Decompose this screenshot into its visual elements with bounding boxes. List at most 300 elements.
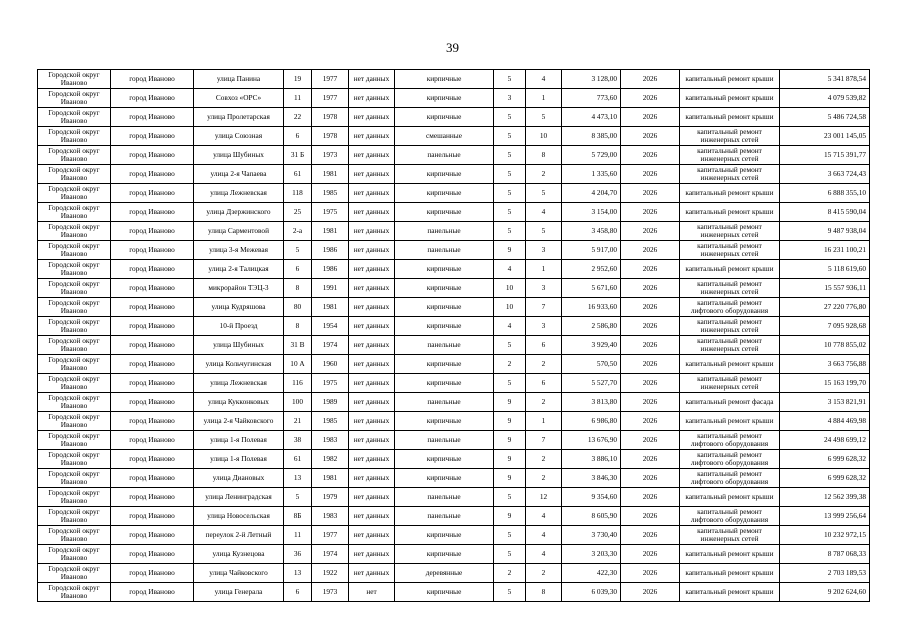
cell-wall-material: панельные — [395, 336, 494, 355]
cell-cost: 13 999 256,64 — [780, 507, 870, 526]
cell-city: город Иваново — [111, 279, 194, 298]
table-row — [38, 184, 870, 203]
cell-district: Городской округ Иваново — [38, 146, 111, 165]
cell-district: Городской округ Иваново — [38, 184, 111, 203]
cell-planned-year: 2026 — [621, 507, 680, 526]
cell-work-type: капитальный ремонт лифтового оборудования — [680, 431, 780, 450]
cell-year-built: 1973 — [312, 146, 349, 165]
cell-floors: 4 — [494, 317, 526, 336]
cell-floors: 2 — [494, 355, 526, 374]
cell-wall-material: деревянные — [395, 564, 494, 583]
table-row — [38, 583, 870, 602]
cell-area: 3 203,30 — [562, 545, 621, 564]
cell-floors: 4 — [494, 260, 526, 279]
table-row — [38, 317, 870, 336]
cell-planned-year: 2026 — [621, 279, 680, 298]
cell-wall-material: панельные — [395, 222, 494, 241]
cell-house: 8 — [284, 279, 312, 298]
table-row — [38, 241, 870, 260]
cell-wall-material: панельные — [395, 393, 494, 412]
cell-house: 31 Б — [284, 146, 312, 165]
cell-cost: 4 079 539,82 — [780, 89, 870, 108]
cell-entrances: 10 — [526, 127, 562, 146]
cell-planned-year: 2026 — [621, 393, 680, 412]
cell-house: 10 А — [284, 355, 312, 374]
cell-city: город Иваново — [111, 298, 194, 317]
cell-floors: 2 — [494, 564, 526, 583]
cell-floors: 5 — [494, 127, 526, 146]
cell-area: 3 154,00 — [562, 203, 621, 222]
table-row — [38, 469, 870, 488]
cell-city: город Иваново — [111, 70, 194, 89]
cell-area: 4 473,10 — [562, 108, 621, 127]
cell-floors: 9 — [494, 431, 526, 450]
cell-work-type: капитальный ремонт крыши — [680, 355, 780, 374]
cell-street: улица Шубиных — [194, 336, 284, 355]
cell-entrances: 4 — [526, 545, 562, 564]
cell-cost: 15 557 936,11 — [780, 279, 870, 298]
cell-street: 10-й Проезд — [194, 317, 284, 336]
cell-street: микрорайон ТЭЦ-3 — [194, 279, 284, 298]
cell-area: 6 986,80 — [562, 412, 621, 431]
cell-street: улица Сарментовой — [194, 222, 284, 241]
cell-house: 38 — [284, 431, 312, 450]
cell-house: 31 В — [284, 336, 312, 355]
cell-district: Городской округ Иваново — [38, 412, 111, 431]
cell-year-renovation: нет данных — [349, 260, 395, 279]
cell-year-built: 1982 — [312, 450, 349, 469]
cell-floors: 5 — [494, 203, 526, 222]
cell-district: Городской округ Иваново — [38, 583, 111, 602]
cell-year-renovation: нет данных — [349, 431, 395, 450]
cell-district: Городской округ Иваново — [38, 222, 111, 241]
table-row — [38, 279, 870, 298]
cell-house: 80 — [284, 298, 312, 317]
cell-wall-material: кирпичные — [395, 108, 494, 127]
cell-year-built: 1954 — [312, 317, 349, 336]
cell-year-renovation: нет данных — [349, 355, 395, 374]
cell-street: улица Шубиных — [194, 146, 284, 165]
cell-wall-material: кирпичные — [395, 70, 494, 89]
cell-entrances: 3 — [526, 279, 562, 298]
cell-cost: 9 202 624,60 — [780, 583, 870, 602]
cell-cost: 6 999 628,32 — [780, 450, 870, 469]
table-body — [38, 70, 870, 602]
cell-area: 2 586,80 — [562, 317, 621, 336]
cell-floors: 10 — [494, 298, 526, 317]
cell-year-built: 1975 — [312, 203, 349, 222]
cell-district: Городской округ Иваново — [38, 450, 111, 469]
cell-area: 5 917,00 — [562, 241, 621, 260]
cell-cost: 10 778 855,02 — [780, 336, 870, 355]
cell-wall-material: смешанные — [395, 127, 494, 146]
cell-street: улица Дзержинского — [194, 203, 284, 222]
cell-planned-year: 2026 — [621, 108, 680, 127]
cell-year-renovation: нет данных — [349, 108, 395, 127]
cell-entrances: 4 — [526, 203, 562, 222]
cell-year-built: 1986 — [312, 260, 349, 279]
cell-planned-year: 2026 — [621, 127, 680, 146]
cell-year-renovation: нет данных — [349, 184, 395, 203]
cell-year-renovation: нет данных — [349, 317, 395, 336]
cell-work-type: капитальный ремонт крыши — [680, 412, 780, 431]
cell-district: Городской округ Иваново — [38, 165, 111, 184]
table-row — [38, 431, 870, 450]
cell-house: 13 — [284, 469, 312, 488]
cell-entrances: 6 — [526, 374, 562, 393]
cell-house: 36 — [284, 545, 312, 564]
cell-work-type: капитальный ремонт крыши — [680, 260, 780, 279]
cell-district: Городской округ Иваново — [38, 431, 111, 450]
cell-district: Городской округ Иваново — [38, 127, 111, 146]
table-row — [38, 222, 870, 241]
cell-planned-year: 2026 — [621, 146, 680, 165]
cell-street: улица 2-я Чапаева — [194, 165, 284, 184]
cell-street: улица Лежневская — [194, 184, 284, 203]
cell-floors: 5 — [494, 488, 526, 507]
cell-street: улица Кудряшова — [194, 298, 284, 317]
table-row — [38, 507, 870, 526]
cell-floors: 5 — [494, 146, 526, 165]
cell-work-type: капитальный ремонт крыши — [680, 108, 780, 127]
cell-floors: 3 — [494, 89, 526, 108]
cell-district: Городской округ Иваново — [38, 336, 111, 355]
cell-planned-year: 2026 — [621, 431, 680, 450]
cell-city: город Иваново — [111, 260, 194, 279]
cell-entrances: 5 — [526, 222, 562, 241]
cell-area: 5 527,70 — [562, 374, 621, 393]
cell-planned-year: 2026 — [621, 564, 680, 583]
cell-year-renovation: нет данных — [349, 412, 395, 431]
cell-city: город Иваново — [111, 222, 194, 241]
cell-planned-year: 2026 — [621, 241, 680, 260]
table-row — [38, 488, 870, 507]
cell-cost: 2 703 189,53 — [780, 564, 870, 583]
cell-planned-year: 2026 — [621, 298, 680, 317]
cell-area: 8 605,90 — [562, 507, 621, 526]
table-row — [38, 526, 870, 545]
cell-work-type: капитальный ремонт лифтового оборудования — [680, 450, 780, 469]
cell-house: 25 — [284, 203, 312, 222]
cell-entrances: 4 — [526, 526, 562, 545]
cell-work-type: капитальный ремонт крыши — [680, 545, 780, 564]
cell-house: 11 — [284, 526, 312, 545]
cell-floors: 9 — [494, 450, 526, 469]
cell-city: город Иваново — [111, 412, 194, 431]
cell-year-renovation: нет данных — [349, 146, 395, 165]
cell-house: 61 — [284, 165, 312, 184]
cell-year-renovation: нет данных — [349, 526, 395, 545]
cell-cost: 7 095 928,68 — [780, 317, 870, 336]
table-row — [38, 412, 870, 431]
cell-planned-year: 2026 — [621, 545, 680, 564]
cell-work-type: капитальный ремонт крыши — [680, 184, 780, 203]
cell-wall-material: панельные — [395, 241, 494, 260]
cell-planned-year: 2026 — [621, 412, 680, 431]
cell-street: улица Чайковского — [194, 564, 284, 583]
cell-district: Городской округ Иваново — [38, 526, 111, 545]
cell-city: город Иваново — [111, 450, 194, 469]
cell-work-type: капитальный ремонт крыши — [680, 583, 780, 602]
cell-wall-material: панельные — [395, 146, 494, 165]
cell-work-type: капитальный ремонт инженерных сетей — [680, 165, 780, 184]
cell-floors: 9 — [494, 412, 526, 431]
cell-year-renovation: нет данных — [349, 545, 395, 564]
cell-district: Городской округ Иваново — [38, 298, 111, 317]
cell-year-renovation: нет данных — [349, 70, 395, 89]
cell-city: город Иваново — [111, 317, 194, 336]
cell-floors: 10 — [494, 279, 526, 298]
table-row — [38, 127, 870, 146]
cell-work-type: капитальный ремонт инженерных сетей — [680, 146, 780, 165]
table-row — [38, 450, 870, 469]
cell-floors: 9 — [494, 393, 526, 412]
cell-work-type: капитальный ремонт крыши — [680, 488, 780, 507]
cell-work-type: капитальный ремонт фасада — [680, 393, 780, 412]
cell-cost: 5 486 724,58 — [780, 108, 870, 127]
cell-area: 5 671,60 — [562, 279, 621, 298]
table-row — [38, 89, 870, 108]
cell-entrances: 3 — [526, 241, 562, 260]
cell-wall-material: кирпичные — [395, 450, 494, 469]
cell-street: улица Генерала — [194, 583, 284, 602]
cell-house: 13 — [284, 564, 312, 583]
cell-area: 773,60 — [562, 89, 621, 108]
cell-planned-year: 2026 — [621, 526, 680, 545]
cell-street: улица Кузнецова — [194, 545, 284, 564]
cell-work-type: капитальный ремонт крыши — [680, 70, 780, 89]
cell-year-renovation: нет — [349, 583, 395, 602]
cell-planned-year: 2026 — [621, 184, 680, 203]
cell-city: город Иваново — [111, 146, 194, 165]
cell-city: город Иваново — [111, 488, 194, 507]
cell-wall-material: кирпичные — [395, 374, 494, 393]
cell-house: 6 — [284, 583, 312, 602]
cell-planned-year: 2026 — [621, 488, 680, 507]
cell-street: улица Союзная — [194, 127, 284, 146]
cell-floors: 9 — [494, 507, 526, 526]
cell-planned-year: 2026 — [621, 336, 680, 355]
cell-cost: 15 715 391,77 — [780, 146, 870, 165]
cell-year-renovation: нет данных — [349, 203, 395, 222]
cell-year-built: 1981 — [312, 165, 349, 184]
cell-street: улица Панина — [194, 70, 284, 89]
cell-city: город Иваново — [111, 583, 194, 602]
cell-house: 2-а — [284, 222, 312, 241]
cell-year-built: 1981 — [312, 222, 349, 241]
cell-work-type: капитальный ремонт лифтового оборудования — [680, 298, 780, 317]
cell-entrances: 5 — [526, 108, 562, 127]
cell-year-renovation: нет данных — [349, 450, 395, 469]
cell-floors: 5 — [494, 70, 526, 89]
cell-area: 3 128,00 — [562, 70, 621, 89]
table-row — [38, 165, 870, 184]
cell-year-built: 1978 — [312, 108, 349, 127]
cell-year-built: 1985 — [312, 184, 349, 203]
cell-floors: 5 — [494, 583, 526, 602]
cell-area: 3 846,30 — [562, 469, 621, 488]
cell-wall-material: кирпичные — [395, 355, 494, 374]
cell-area: 9 354,60 — [562, 488, 621, 507]
cell-year-built: 1981 — [312, 298, 349, 317]
cell-cost: 3 153 821,91 — [780, 393, 870, 412]
cell-district: Городской округ Иваново — [38, 545, 111, 564]
cell-planned-year: 2026 — [621, 317, 680, 336]
cell-year-built: 1977 — [312, 89, 349, 108]
cell-work-type: капитальный ремонт инженерных сетей — [680, 241, 780, 260]
table-row — [38, 146, 870, 165]
cell-year-renovation: нет данных — [349, 336, 395, 355]
cell-planned-year: 2026 — [621, 469, 680, 488]
cell-wall-material: кирпичные — [395, 526, 494, 545]
cell-house: 6 — [284, 260, 312, 279]
cell-entrances: 12 — [526, 488, 562, 507]
cell-house: 100 — [284, 393, 312, 412]
cell-house: 5 — [284, 241, 312, 260]
cell-cost: 3 663 724,43 — [780, 165, 870, 184]
table-row — [38, 336, 870, 355]
cell-planned-year: 2026 — [621, 203, 680, 222]
cell-house: 116 — [284, 374, 312, 393]
cell-year-built: 1974 — [312, 545, 349, 564]
cell-year-built: 1983 — [312, 431, 349, 450]
cell-wall-material: кирпичные — [395, 279, 494, 298]
cell-planned-year: 2026 — [621, 222, 680, 241]
cell-year-built: 1960 — [312, 355, 349, 374]
cell-area: 570,50 — [562, 355, 621, 374]
cell-city: город Иваново — [111, 127, 194, 146]
cell-district: Городской округ Иваново — [38, 507, 111, 526]
cell-entrances: 1 — [526, 89, 562, 108]
cell-entrances: 3 — [526, 317, 562, 336]
cell-year-built: 1975 — [312, 374, 349, 393]
cell-work-type: капитальный ремонт инженерных сетей — [680, 127, 780, 146]
cell-cost: 15 163 199,70 — [780, 374, 870, 393]
cell-work-type: капитальный ремонт лифтового оборудования — [680, 507, 780, 526]
cell-wall-material: панельные — [395, 507, 494, 526]
cell-city: город Иваново — [111, 355, 194, 374]
cell-street: улица 2-я Талицкая — [194, 260, 284, 279]
table-row — [38, 374, 870, 393]
table-row — [38, 260, 870, 279]
cell-area: 16 933,60 — [562, 298, 621, 317]
cell-cost: 4 884 469,98 — [780, 412, 870, 431]
cell-year-built: 1985 — [312, 412, 349, 431]
cell-district: Городской округ Иваново — [38, 355, 111, 374]
cell-street: улица Кукконковых — [194, 393, 284, 412]
cell-entrances: 1 — [526, 412, 562, 431]
cell-district: Городской округ Иваново — [38, 279, 111, 298]
cell-area: 2 952,60 — [562, 260, 621, 279]
cell-city: город Иваново — [111, 374, 194, 393]
cell-house: 61 — [284, 450, 312, 469]
cell-district: Городской округ Иваново — [38, 488, 111, 507]
cell-house: 5 — [284, 488, 312, 507]
cell-area: 6 039,30 — [562, 583, 621, 602]
cell-city: город Иваново — [111, 507, 194, 526]
cell-area: 3 929,40 — [562, 336, 621, 355]
cell-entrances: 7 — [526, 298, 562, 317]
cell-year-built: 1973 — [312, 583, 349, 602]
cell-cost: 8 787 068,33 — [780, 545, 870, 564]
cell-year-built: 1979 — [312, 488, 349, 507]
cell-district: Городской округ Иваново — [38, 317, 111, 336]
cell-district: Городской округ Иваново — [38, 241, 111, 260]
cell-wall-material: кирпичные — [395, 203, 494, 222]
cell-cost: 23 001 145,05 — [780, 127, 870, 146]
cell-year-renovation: нет данных — [349, 507, 395, 526]
cell-city: город Иваново — [111, 564, 194, 583]
cell-city: город Иваново — [111, 108, 194, 127]
cell-year-renovation: нет данных — [349, 469, 395, 488]
cell-entrances: 8 — [526, 146, 562, 165]
cell-year-renovation: нет данных — [349, 89, 395, 108]
cell-cost: 3 663 756,88 — [780, 355, 870, 374]
cell-floors: 5 — [494, 374, 526, 393]
cell-area: 5 729,00 — [562, 146, 621, 165]
cell-wall-material: кирпичные — [395, 184, 494, 203]
cell-city: город Иваново — [111, 393, 194, 412]
cell-street: улица Лежневская — [194, 374, 284, 393]
cell-city: город Иваново — [111, 203, 194, 222]
cell-wall-material: кирпичные — [395, 469, 494, 488]
cell-year-renovation: нет данных — [349, 222, 395, 241]
cell-planned-year: 2026 — [621, 583, 680, 602]
cell-floors: 5 — [494, 165, 526, 184]
cell-cost: 12 562 399,38 — [780, 488, 870, 507]
cell-entrances: 2 — [526, 165, 562, 184]
cell-street: переулок 2-й Летный — [194, 526, 284, 545]
cell-area: 422,30 — [562, 564, 621, 583]
cell-entrances: 2 — [526, 564, 562, 583]
cell-city: город Иваново — [111, 431, 194, 450]
cell-house: 22 — [284, 108, 312, 127]
cell-planned-year: 2026 — [621, 89, 680, 108]
table-row — [38, 545, 870, 564]
cell-year-renovation: нет данных — [349, 393, 395, 412]
cell-cost: 6 999 628,32 — [780, 469, 870, 488]
cell-planned-year: 2026 — [621, 355, 680, 374]
cell-street: улица 3-я Межевая — [194, 241, 284, 260]
cell-work-type: капитальный ремонт лифтового оборудования — [680, 469, 780, 488]
cell-wall-material: кирпичные — [395, 89, 494, 108]
cell-work-type: капитальный ремонт крыши — [680, 203, 780, 222]
cell-house: 21 — [284, 412, 312, 431]
cell-year-built: 1974 — [312, 336, 349, 355]
cell-city: город Иваново — [111, 89, 194, 108]
cell-year-renovation: нет данных — [349, 488, 395, 507]
cell-floors: 5 — [494, 108, 526, 127]
cell-area: 4 204,70 — [562, 184, 621, 203]
cell-planned-year: 2026 — [621, 70, 680, 89]
cell-street: улица 1-я Полевая — [194, 450, 284, 469]
cell-work-type: капитальный ремонт инженерных сетей — [680, 279, 780, 298]
cell-entrances: 7 — [526, 431, 562, 450]
cell-cost: 24 498 699,12 — [780, 431, 870, 450]
cell-house: 8 — [284, 317, 312, 336]
cell-district: Городской округ Иваново — [38, 70, 111, 89]
cell-floors: 9 — [494, 469, 526, 488]
table-row — [38, 564, 870, 583]
table-row — [38, 393, 870, 412]
cell-entrances: 6 — [526, 336, 562, 355]
cell-city: город Иваново — [111, 241, 194, 260]
cell-street: улица Пролетарская — [194, 108, 284, 127]
cell-cost: 6 888 355,10 — [780, 184, 870, 203]
cell-floors: 5 — [494, 222, 526, 241]
cell-work-type: капитальный ремонт крыши — [680, 564, 780, 583]
cell-year-built: 1977 — [312, 526, 349, 545]
